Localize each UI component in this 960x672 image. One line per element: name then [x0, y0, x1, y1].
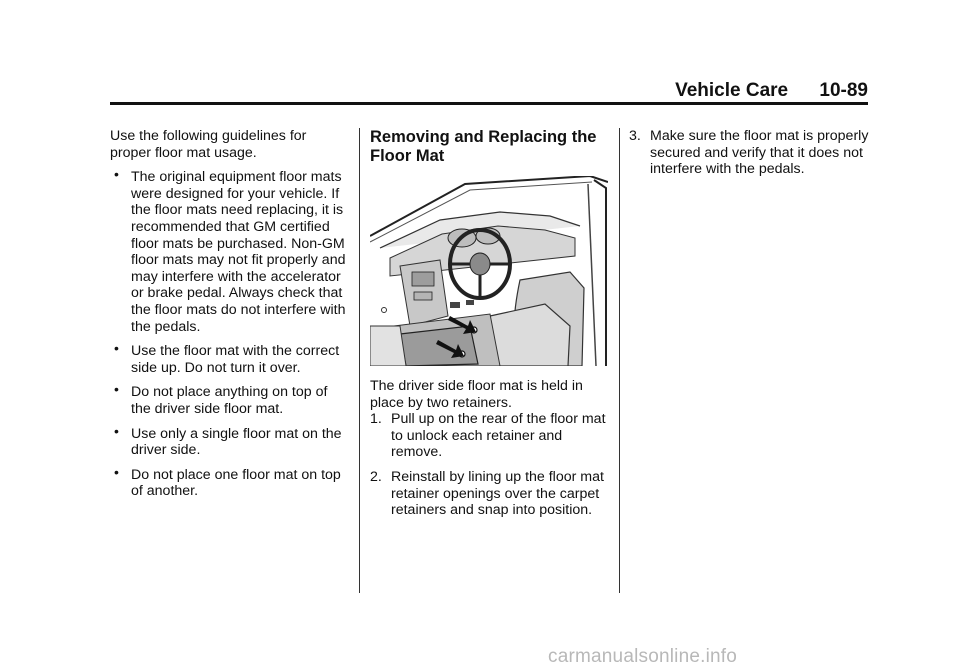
column-divider-1	[359, 128, 360, 593]
steps-list	[370, 411, 610, 519]
section-heading: Removing and Replacing the Floor Mat	[370, 128, 597, 165]
figure-caption: The driver side floor mat is held in place by two retainers.	[370, 378, 583, 411]
column-2	[370, 128, 610, 527]
bullet-icon: •	[114, 166, 119, 183]
bullet-icon: •	[114, 463, 119, 480]
list-item: • Do not place anything on top of the driver side floor mat.	[114, 381, 328, 417]
car-interior-icon	[370, 176, 608, 366]
header-rule	[110, 102, 868, 105]
list-item: 3. Make sure the floor mat is properly secured and verify that it does not interfere with the pedals.	[629, 128, 869, 178]
column-3	[629, 128, 869, 186]
column-divider-2	[619, 128, 620, 593]
page-number: 10-89	[819, 80, 868, 101]
list-item: • Use only a single floor mat on the driver side.	[114, 422, 342, 459]
bullet-icon: •	[114, 381, 119, 398]
list-item: • The original equipment floor mats were designed for your vehicle. If the floor mats need replacing, it is recommended that GM certified floor mats be purchased. Non-GM floor mats may not fit properly and may interfere with the accelerator or brake pedal. Always check that the floor mats do not interfere with the pedals.	[114, 166, 346, 335]
list-item: 2. Reinstall by lining up the floor mat retainer openings over the carpet retainers and snap into position.	[370, 468, 604, 519]
column-1	[110, 128, 346, 508]
list-item: 1. Pull up on the rear of the floor mat to unlock each retainer and remove.	[370, 411, 606, 461]
page-header	[110, 80, 868, 102]
bullet-icon: •	[114, 340, 119, 357]
guidelines-list	[110, 166, 346, 500]
watermark: carmanualsonline.info	[548, 646, 738, 667]
steps-list-continued	[629, 128, 869, 178]
bullet-icon: •	[114, 422, 119, 439]
list-item: • Use the floor mat with the correct side up. Do not turn it over.	[114, 340, 340, 376]
intro-paragraph: Use the following guidelines for proper floor mat usage.	[110, 128, 307, 161]
floor-mat-illustration	[370, 176, 608, 366]
section-title: Vehicle Care	[675, 80, 789, 101]
list-item: • Do not place one floor mat on top of another.	[114, 463, 341, 500]
